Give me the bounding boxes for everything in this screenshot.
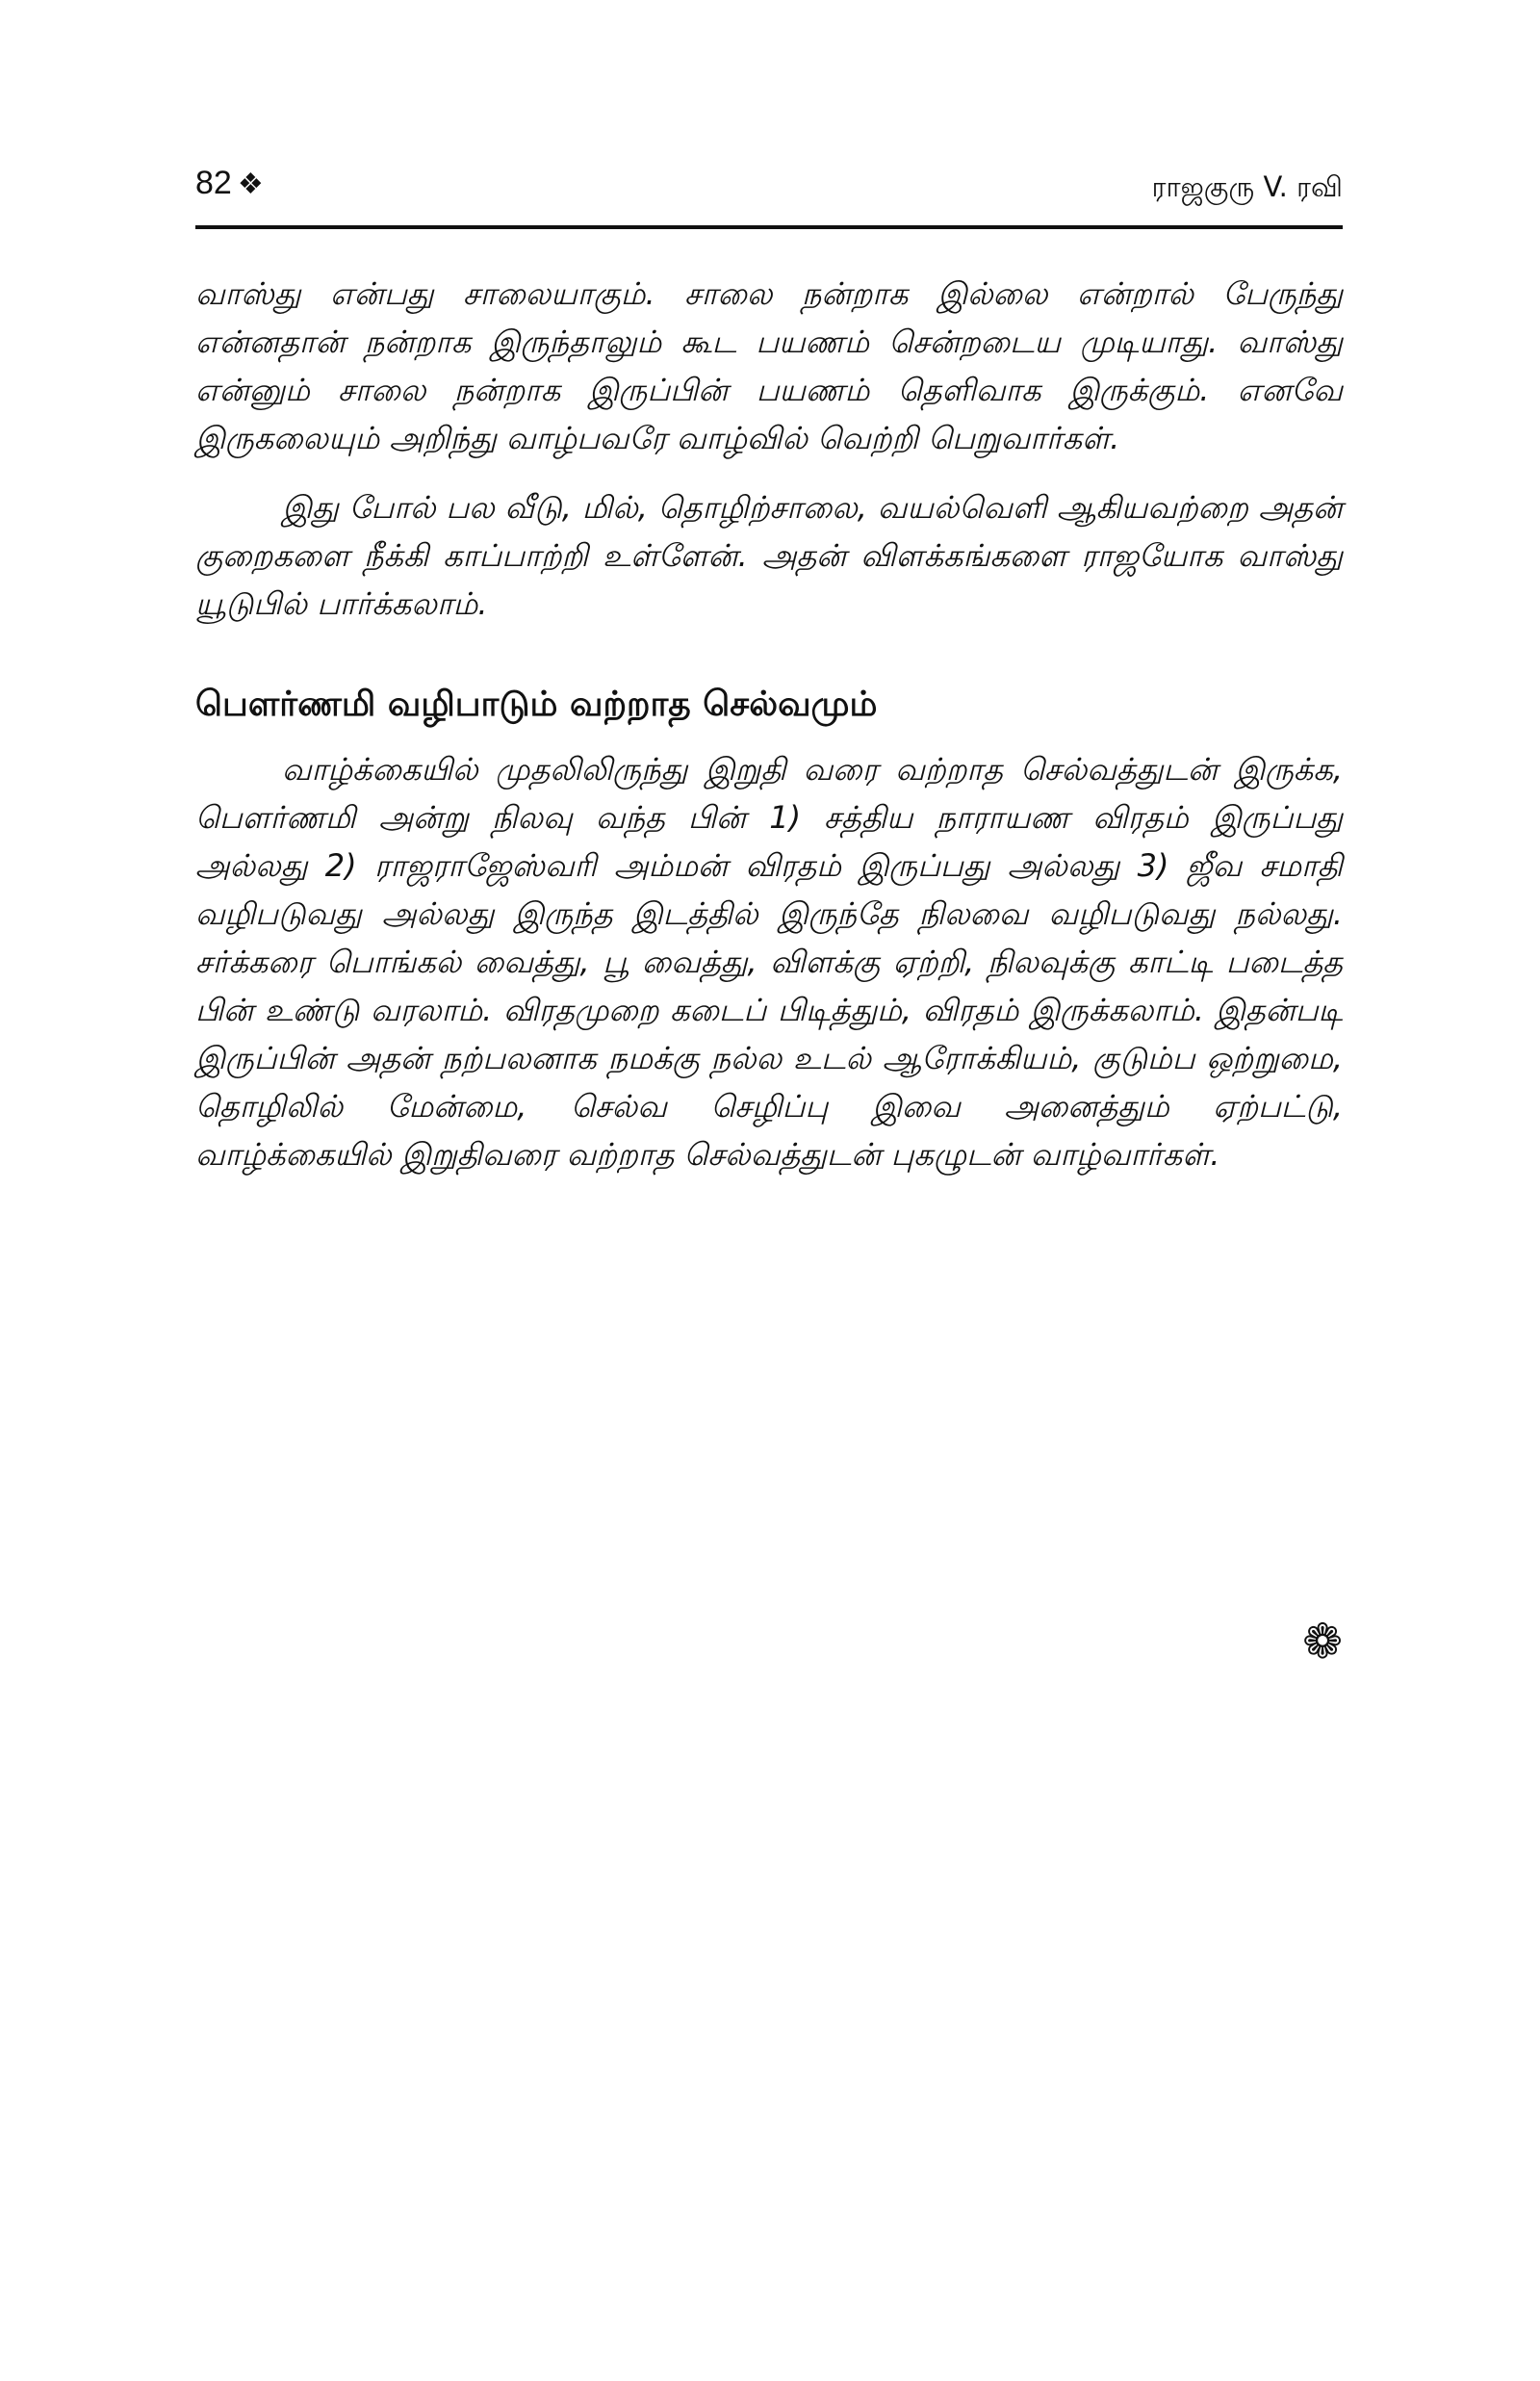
paragraph-3: வாழ்க்கையில் முதலிலிருந்து இறுதி வரை வற்றாத செல்வத்துடன் இருக்க, பௌர்ணமி அன்று நிலவு வந்த பின் 1) சத்திய நாராயண விரதம் இருப்பது அல்லது 2) ராஜராஜேஸ்வரி அம்மன் விரதம் இருப்பது அல்லது 3) ஜீவ சமாதி வழிபடுவது அல்லது இருந்த இடத்தில் இருந்தே நிலவை வழிபடுவது நல்லது. சர்க்கரை பொங்கல் வைத்து, பூ வைத்து, விளக்கு ஏற்றி, நிலவுக்கு காட்டி படைத்த பின் உண்டு வரலாம். விரதமுறை கடைப் பிடித்தும், விரதம் இருக்கலாம். இதன்படி இருப்பின் அதன் நற்பலனாக நமக்கு நல்ல உடல் ஆரோக்கியம், குடும்ப ஒற்றுமை, தொழிலில் மேன்மை, செல்வ செழிப்பு இவை அனைத்தும் ஏற்பட்டு, வாழ்க்கையில் இறுதிவரை வற்றாத செல்வத்துடன் புகழுடன் வாழ்வார்கள். xyxy=(195,751,1343,1173)
header-rule xyxy=(195,225,1343,229)
page-number: 82 xyxy=(195,165,232,201)
diamond-ornament-icon: ❖ xyxy=(237,168,264,200)
body-text xyxy=(195,270,1343,1178)
book-page xyxy=(195,0,1343,2381)
running-head-author: ராஜகுரு V. ரவி xyxy=(1151,170,1343,203)
paragraph-1: வாஸ்து என்பது சாலையாகும். சாலை நன்றாக இல்லை என்றால் பேருந்து என்னதான் நன்றாக இருந்தாலும் கூட பயணம் சென்றடைய முடியாது. வாஸ்து என்னும் சாலை நன்றாக இருப்பின் பயணம் தெளிவாக இருக்கும். எனவே இருகலையும் அறிந்து வாழ்பவரே வாழ்வில் வெற்றி பெறுவார்கள். xyxy=(195,275,1343,456)
flower-ornament-icon: ❁ xyxy=(1302,1614,1343,1669)
page-header xyxy=(195,164,1343,221)
paragraph-2: இது போல் பல வீடு, மில், தொழிற்சாலை, வயல்வெளி ஆகியவற்றை அதன் குறைகளை நீக்கி காப்பாற்றி உள்ளேன். அதன் விளக்கங்களை ராஜயோக வாஸ்து யூடுபில் பார்க்கலாம். xyxy=(195,489,1343,622)
page-number-block xyxy=(195,164,264,204)
section-heading: பௌர்ணமி வழிபாடும் வற்றாத செல்வமும் xyxy=(195,685,878,724)
